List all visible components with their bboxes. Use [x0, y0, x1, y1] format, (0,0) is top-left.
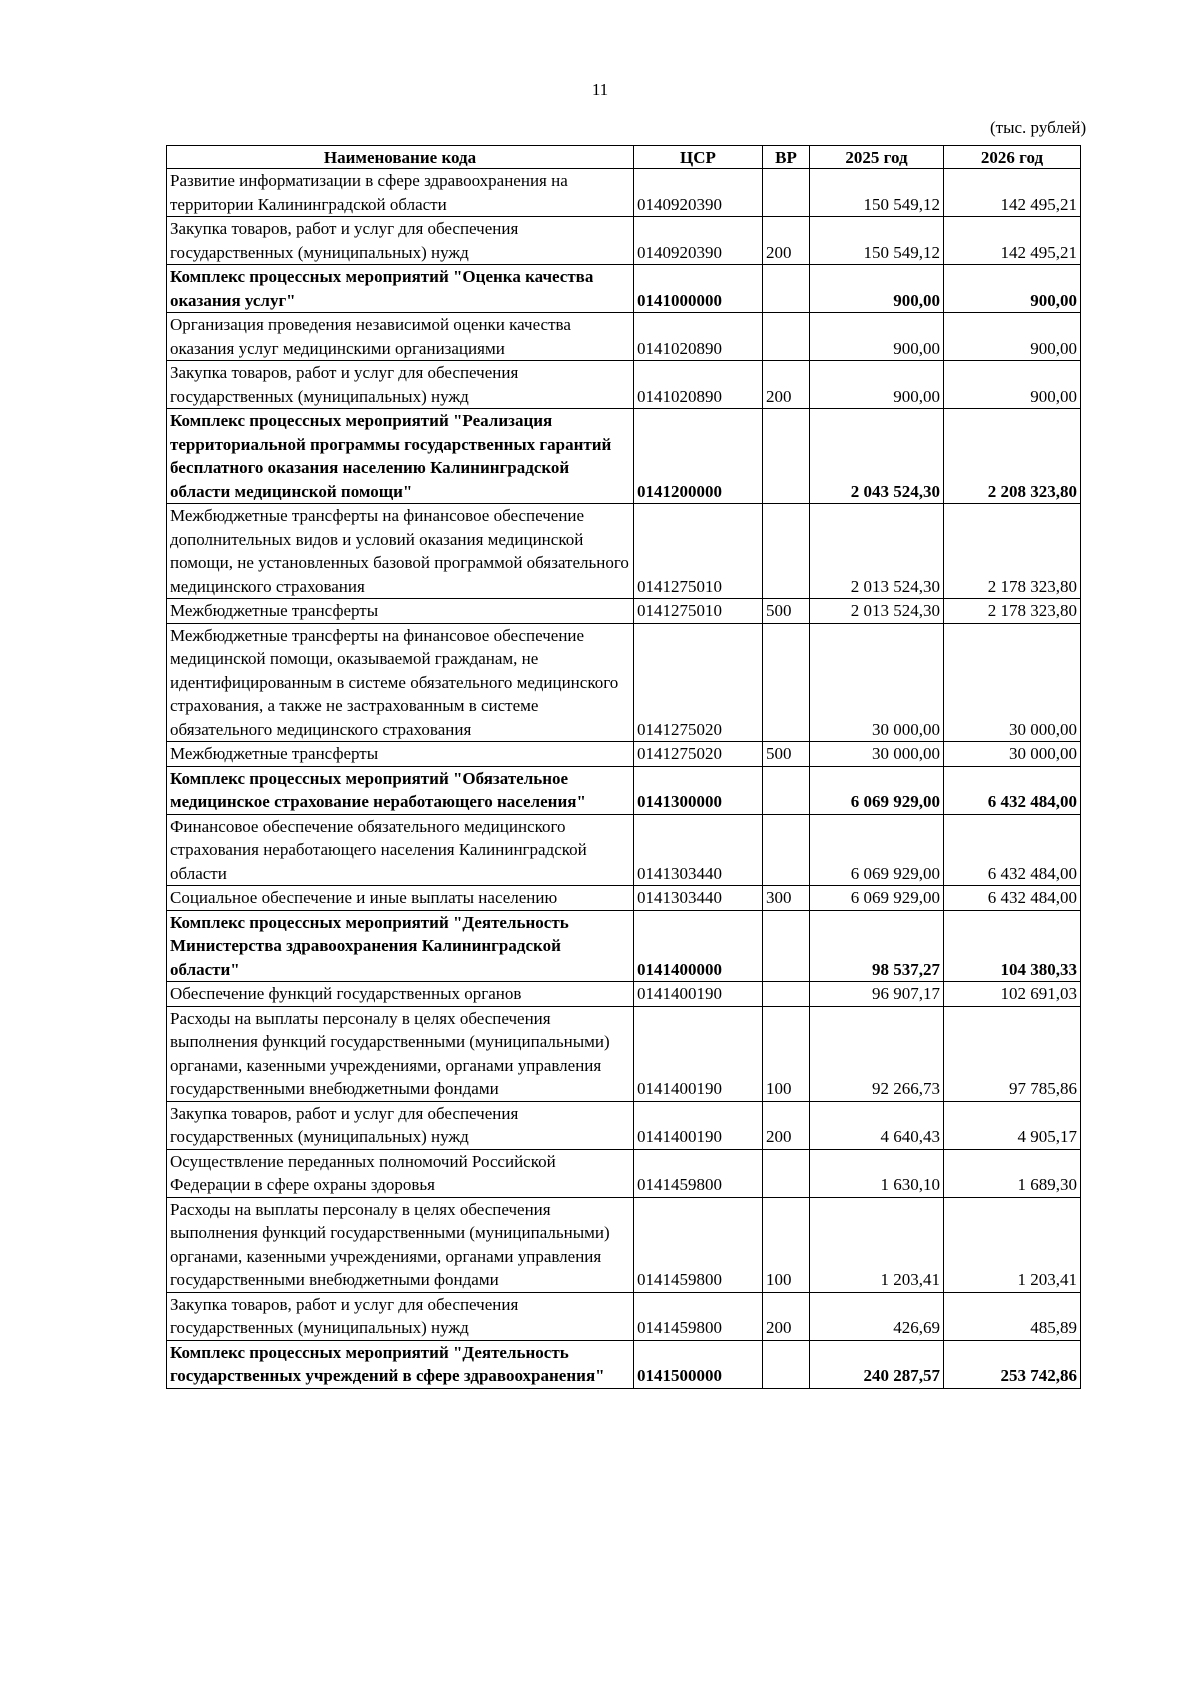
table-row	[167, 982, 1081, 1007]
row-csr: 0141400190	[634, 1006, 763, 1101]
table-row	[167, 742, 1081, 767]
row-csr: 0141275020	[634, 623, 763, 742]
row-2026: 900,00	[944, 265, 1081, 313]
row-name: Финансовое обеспечение обязательного медицинского страхования неработающего населения Калининградской области	[167, 814, 634, 886]
row-2025: 900,00	[810, 361, 944, 409]
header-vr: ВР	[763, 146, 810, 169]
row-2025: 30 000,00	[810, 623, 944, 742]
table-row	[167, 814, 1081, 886]
table-row	[167, 1197, 1081, 1292]
row-name: Закупка товаров, работ и услуг для обеспечения государственных (муниципальных) нужд	[167, 1101, 634, 1149]
row-name: Расходы на выплаты персоналу в целях обеспечения выполнения функций государственными (муниципальными) органами, казенными учреждениями, органами управления государственными внебюджетными фондами	[167, 1197, 634, 1292]
row-2026: 4 905,17	[944, 1101, 1081, 1149]
row-csr: 0141000000	[634, 265, 763, 313]
table-row	[167, 265, 1081, 313]
row-name: Межбюджетные трансферты	[167, 742, 634, 767]
row-csr: 0141459800	[634, 1197, 763, 1292]
units-label: (тыс. рублей)	[990, 118, 1087, 137]
row-vr	[763, 1149, 810, 1197]
row-csr: 0141400000	[634, 910, 763, 982]
row-2026: 900,00	[944, 313, 1081, 361]
row-vr	[763, 409, 810, 504]
row-vr: 500	[763, 599, 810, 624]
row-csr: 0141400190	[634, 1101, 763, 1149]
table-row	[167, 361, 1081, 409]
row-vr	[763, 982, 810, 1007]
row-csr: 0141200000	[634, 409, 763, 504]
row-name: Межбюджетные трансферты на финансовое обеспечение дополнительных видов и условий оказания медицинской помощи, не установленных базовой программой обязательного медицинского страхования	[167, 504, 634, 599]
row-name: Комплекс процессных мероприятий "Реализация территориальной программы государственных гарантий бесплатного оказания населению Калининградской области медицинской помощи"	[167, 409, 634, 504]
table-row	[167, 766, 1081, 814]
row-2026: 6 432 484,00	[944, 766, 1081, 814]
row-vr: 500	[763, 742, 810, 767]
table-row	[167, 623, 1081, 742]
table-body	[167, 169, 1081, 1389]
row-name: Комплекс процессных мероприятий "Деятельность государственных учреждений в сфере здравоохранения"	[167, 1340, 634, 1388]
row-name: Обеспечение функций государственных органов	[167, 982, 634, 1007]
table-row	[167, 910, 1081, 982]
table-header-row	[167, 146, 1081, 169]
row-name: Комплекс процессных мероприятий "Оценка качества оказания услуг"	[167, 265, 634, 313]
row-vr: 100	[763, 1006, 810, 1101]
row-csr: 0141303440	[634, 886, 763, 911]
row-vr	[763, 313, 810, 361]
row-name: Социальное обеспечение и иные выплаты населению	[167, 886, 634, 911]
table-row	[167, 599, 1081, 624]
row-csr: 0141275010	[634, 504, 763, 599]
row-name: Закупка товаров, работ и услуг для обеспечения государственных (муниципальных) нужд	[167, 361, 634, 409]
row-2025: 96 907,17	[810, 982, 944, 1007]
table-row	[167, 1006, 1081, 1101]
budget-table	[166, 145, 1081, 1389]
row-csr: 0141459800	[634, 1292, 763, 1340]
page-number: 11	[591, 80, 609, 99]
row-name: Межбюджетные трансферты	[167, 599, 634, 624]
row-2026: 6 432 484,00	[944, 814, 1081, 886]
row-name: Закупка товаров, работ и услуг для обеспечения государственных (муниципальных) нужд	[167, 217, 634, 265]
table-row	[167, 409, 1081, 504]
row-name: Комплекс процессных мероприятий "Деятельность Министерства здравоохранения Калининградской области"	[167, 910, 634, 982]
row-vr: 200	[763, 1101, 810, 1149]
row-csr: 0141459800	[634, 1149, 763, 1197]
row-vr	[763, 265, 810, 313]
row-2026: 104 380,33	[944, 910, 1081, 982]
row-csr: 0141303440	[634, 814, 763, 886]
row-csr: 0141500000	[634, 1340, 763, 1388]
row-2025: 150 549,12	[810, 217, 944, 265]
row-2025: 92 266,73	[810, 1006, 944, 1101]
row-2025: 6 069 929,00	[810, 886, 944, 911]
row-csr: 0141300000	[634, 766, 763, 814]
row-2026: 97 785,86	[944, 1006, 1081, 1101]
row-vr	[763, 910, 810, 982]
row-2026: 142 495,21	[944, 217, 1081, 265]
row-2026: 30 000,00	[944, 742, 1081, 767]
row-2025: 240 287,57	[810, 1340, 944, 1388]
row-2026: 900,00	[944, 361, 1081, 409]
table-row	[167, 217, 1081, 265]
row-2025: 900,00	[810, 313, 944, 361]
row-vr	[763, 169, 810, 217]
row-2025: 426,69	[810, 1292, 944, 1340]
header-csr: ЦСР	[634, 146, 763, 169]
row-2025: 2 013 524,30	[810, 599, 944, 624]
row-vr: 200	[763, 361, 810, 409]
row-csr: 0141020890	[634, 361, 763, 409]
row-2026: 485,89	[944, 1292, 1081, 1340]
row-2025: 98 537,27	[810, 910, 944, 982]
header-2026: 2026 год	[944, 146, 1081, 169]
row-2025: 6 069 929,00	[810, 814, 944, 886]
row-csr: 0141020890	[634, 313, 763, 361]
table-row	[167, 504, 1081, 599]
row-vr	[763, 814, 810, 886]
row-csr: 0141275020	[634, 742, 763, 767]
table-row	[167, 313, 1081, 361]
row-vr	[763, 1340, 810, 1388]
table-row	[167, 1292, 1081, 1340]
row-csr: 0141275010	[634, 599, 763, 624]
row-2026: 142 495,21	[944, 169, 1081, 217]
row-name: Межбюджетные трансферты на финансовое обеспечение медицинской помощи, оказываемой гражданам, не идентифицированным в системе обязательного медицинского страхования, а также не застрахованным в системе обязательного медицинского страхования	[167, 623, 634, 742]
row-vr	[763, 504, 810, 599]
row-2025: 1 630,10	[810, 1149, 944, 1197]
row-name: Осуществление переданных полномочий Российской Федерации в сфере охраны здоровья	[167, 1149, 634, 1197]
header-2025: 2025 год	[810, 146, 944, 169]
row-2026: 2 178 323,80	[944, 599, 1081, 624]
row-csr: 0140920390	[634, 169, 763, 217]
row-vr: 100	[763, 1197, 810, 1292]
row-2026: 1 689,30	[944, 1149, 1081, 1197]
table-row	[167, 1149, 1081, 1197]
row-vr	[763, 623, 810, 742]
row-name: Комплекс процессных мероприятий "Обязательное медицинское страхование неработающего населения"	[167, 766, 634, 814]
row-2025: 2 043 524,30	[810, 409, 944, 504]
row-name: Закупка товаров, работ и услуг для обеспечения государственных (муниципальных) нужд	[167, 1292, 634, 1340]
row-csr: 0140920390	[634, 217, 763, 265]
row-2025: 30 000,00	[810, 742, 944, 767]
row-csr: 0141400190	[634, 982, 763, 1007]
row-vr: 200	[763, 217, 810, 265]
row-2026: 102 691,03	[944, 982, 1081, 1007]
table-row	[167, 1340, 1081, 1388]
header-name: Наименование кода	[167, 146, 634, 169]
row-vr: 300	[763, 886, 810, 911]
row-2025: 150 549,12	[810, 169, 944, 217]
row-name: Расходы на выплаты персоналу в целях обеспечения выполнения функций государственными (муниципальными) органами, казенными учреждениями, органами управления государственными внебюджетными фондами	[167, 1006, 634, 1101]
row-2026: 1 203,41	[944, 1197, 1081, 1292]
row-2025: 6 069 929,00	[810, 766, 944, 814]
table-row	[167, 1101, 1081, 1149]
row-2026: 253 742,86	[944, 1340, 1081, 1388]
row-2025: 4 640,43	[810, 1101, 944, 1149]
row-2025: 1 203,41	[810, 1197, 944, 1292]
row-name: Развитие информатизации в сфере здравоохранения на территории Калининградской области	[167, 169, 634, 217]
row-2026: 6 432 484,00	[944, 886, 1081, 911]
row-2025: 900,00	[810, 265, 944, 313]
row-vr: 200	[763, 1292, 810, 1340]
row-2026: 2 178 323,80	[944, 504, 1081, 599]
row-2025: 2 013 524,30	[810, 504, 944, 599]
row-vr	[763, 766, 810, 814]
table-row	[167, 886, 1081, 911]
row-2026: 30 000,00	[944, 623, 1081, 742]
row-2026: 2 208 323,80	[944, 409, 1081, 504]
table-row	[167, 169, 1081, 217]
row-name: Организация проведения независимой оценки качества оказания услуг медицинскими организациями	[167, 313, 634, 361]
